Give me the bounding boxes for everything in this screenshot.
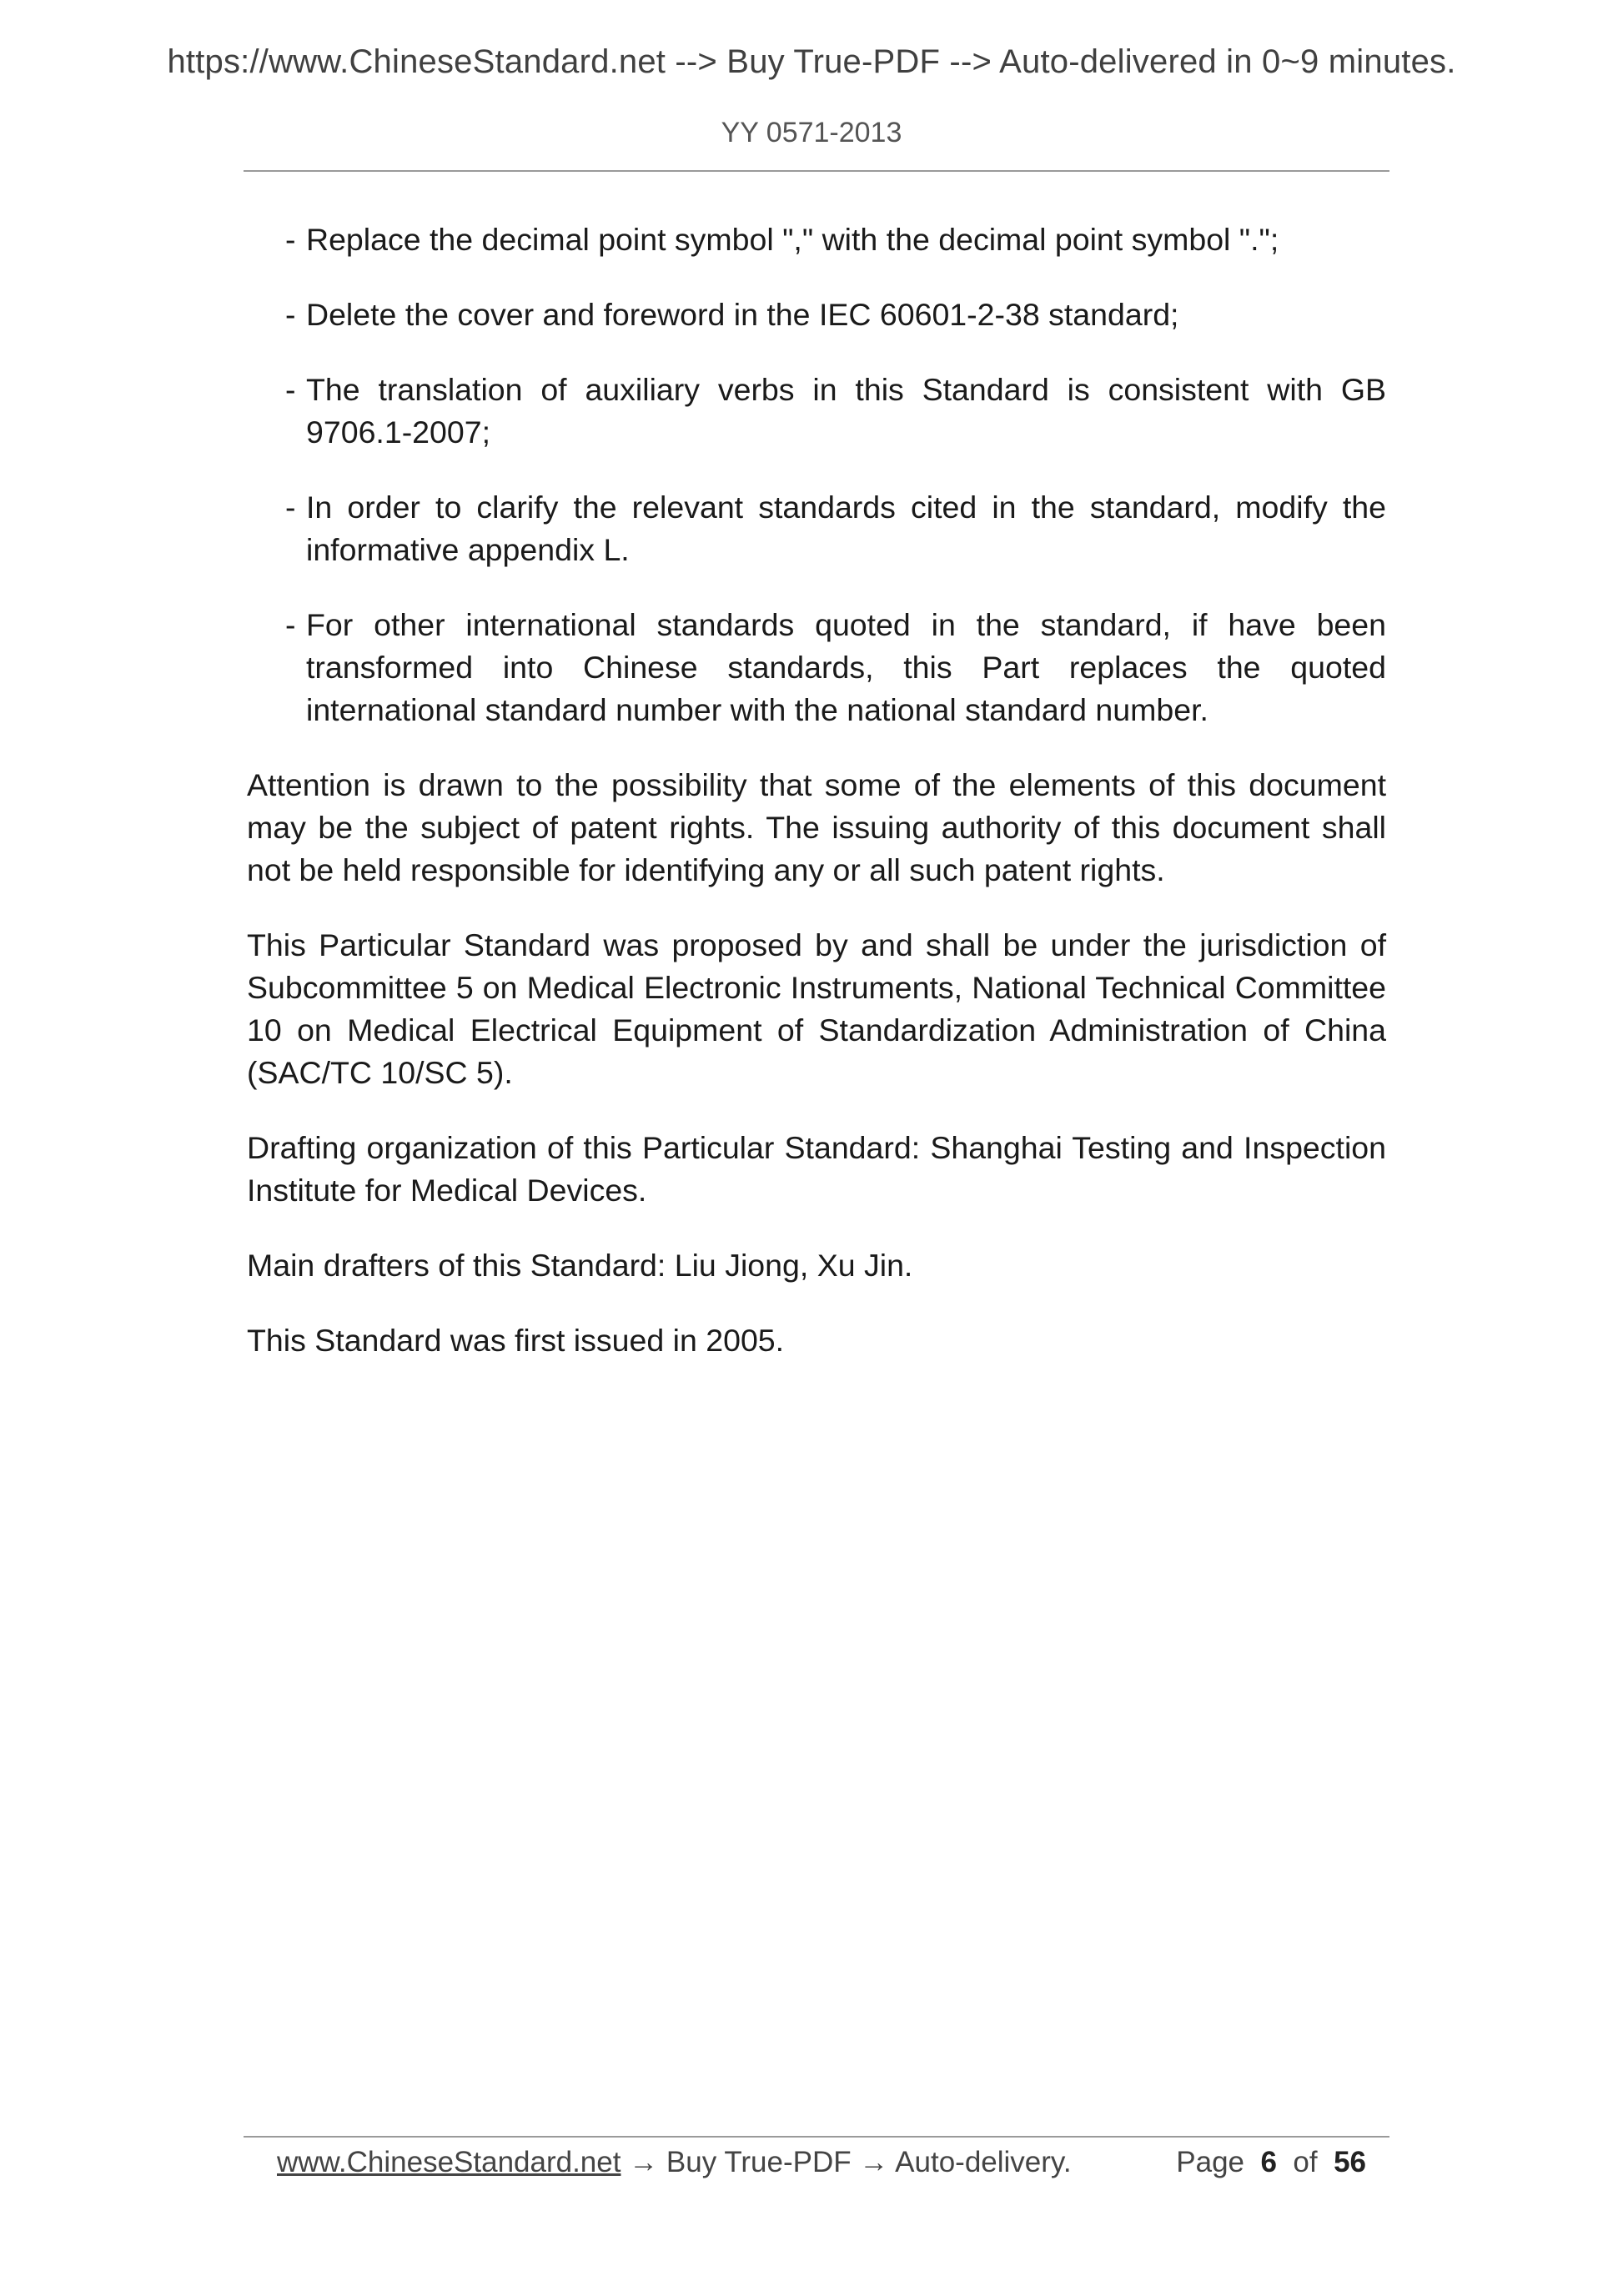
document-code: YY 0571-2013	[721, 117, 902, 148]
list-item	[247, 294, 1386, 336]
list-item-text: The translation of auxiliary verbs in this Standard is consistent with GB 9706.1-2007;	[306, 372, 1386, 450]
list-item-text: For other international standards quoted in the standard, if have been transformed into Chinese standards, this Part replaces the quoted international standard number with the national standard number.	[306, 607, 1386, 727]
current-page-number: 6	[1260, 2146, 1277, 2178]
list-item-text: In order to clarify the relevant standards cited in the standard, modify the informative appendix L.	[306, 490, 1386, 567]
main-drafters-paragraph: Main drafters of this Standard: Liu Jiong, Xu Jin.	[247, 1248, 913, 1283]
list-item-text: Delete the cover and foreword in the IEC 60601-2-38 standard;	[306, 297, 1179, 332]
footer-divider	[244, 2136, 1389, 2138]
list-dash: -	[285, 490, 296, 525]
header-divider	[244, 170, 1389, 172]
list-item	[247, 486, 1386, 571]
list-dash: -	[285, 222, 296, 257]
footer-promo	[277, 2140, 1072, 2185]
list-item-text: Replace the decimal point symbol "," with the decimal point symbol ".";	[306, 222, 1279, 257]
page-label: Page	[1176, 2146, 1245, 2178]
list-dash: -	[285, 607, 296, 642]
patent-notice-paragraph: Attention is drawn to the possibility that some of the elements of this document may be the subject of patent rights. The issuing authority of this document shall not be held responsible for identifying any or all such patent rights.	[247, 767, 1386, 887]
top-banner: https://www.ChineseStandard.net --> Buy True-PDF --> Auto-delivered in 0~9 minutes.	[167, 43, 1456, 80]
list-item	[247, 219, 1386, 261]
page-footer	[244, 2140, 1389, 2190]
drafting-organization-paragraph: Drafting organization of this Particular Standard: Shanghai Testing and Inspection Institute for Medical Devices.	[247, 1130, 1386, 1208]
page-indicator	[1176, 2140, 1366, 2185]
website-link[interactable]: www.ChineseStandard.net	[277, 2146, 621, 2178]
list-dash: -	[285, 297, 296, 332]
jurisdiction-paragraph: This Particular Standard was proposed by and shall be under the jurisdiction of Subcommittee 5 on Medical Electronic Instruments, National Technical Committee 10 on Medical Electrical Equipment of Standardization Administration of China (SAC/TC 10/SC 5).	[247, 927, 1386, 1090]
footer-tagline: → Buy True-PDF → Auto-delivery.	[621, 2146, 1072, 2178]
list-dash: -	[285, 372, 296, 407]
document-body	[247, 219, 1386, 1394]
list-item	[247, 604, 1386, 731]
total-pages-number: 56	[1334, 2146, 1366, 2178]
list-item	[247, 369, 1386, 454]
of-label: of	[1293, 2146, 1318, 2178]
first-issued-paragraph: This Standard was first issued in 2005.	[247, 1323, 785, 1358]
